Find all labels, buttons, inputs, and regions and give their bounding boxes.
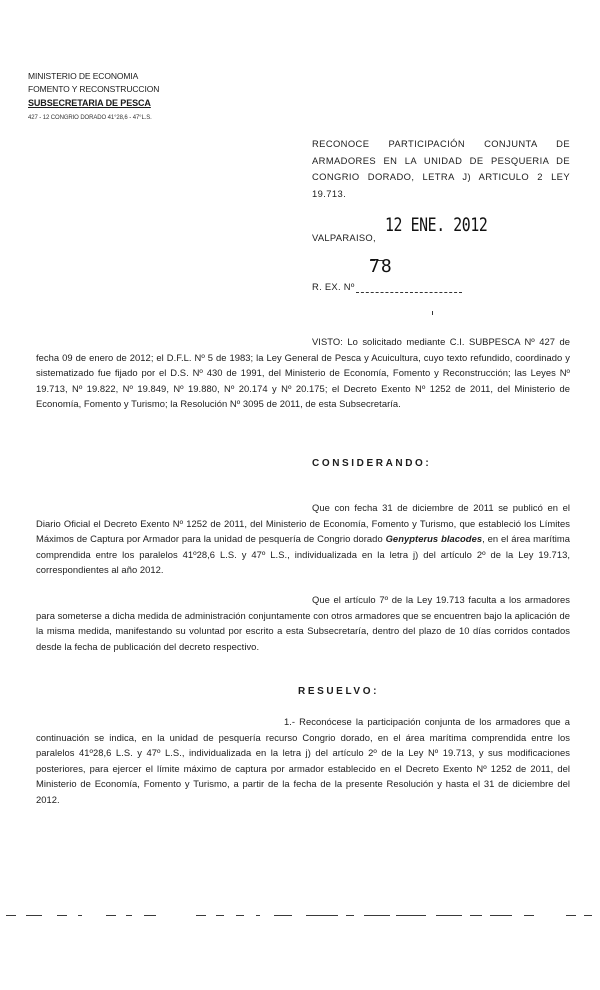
resolution-number-underline	[356, 292, 462, 293]
scan-artifact	[126, 915, 132, 916]
scan-artifact	[306, 915, 338, 916]
visto-text: VISTO: Lo solicitado mediante C.I. SUBPESCA Nº 427 de fecha 09 de enero de 2012; el D.F.L. Nº 5 de 1983; la Ley General de Pesca y Acuicultura, cuyo texto refundido, coordinado y sistematizado fue fijado por el D.S. Nº 430 de 1991, del Ministerio de Economía, Fomento y Reconstrucción; las Leyes Nº 19.713, Nº 19.822, Nº 19.849, Nº 19.880, Nº 20.174 y Nº 20.175; el Decreto Exento Nº 1252 de 2011, del Ministerio de Economía, Fomento y Turismo; la Resolución Nº 3095 de 2011, de esta Subsecretaría.	[36, 336, 570, 410]
scan-artifact	[396, 915, 426, 916]
scan-artifact	[196, 915, 206, 916]
resuelvo-1-text: 1.- Reconócese la participación conjunta de los armadores que a continuación se indica, en la unidad de pesquería recurso Congrio dorado, en el área marítima comprendida entre los paralelos 41º28,6 L.S. y 47º L.S., individualizada en la letra j) del artículo 2º de la Ley Nº 19.713, y sus modificaciones posteriores, para ejercer el límite máximo de captura por armador establecido en el Decreto Exento Nº 1252 de 2011, del Ministerio de Economía, Fomento y Turismo, a partir de la fecha de la presente Resolución y hasta el 31 de diciembre del 2012.	[36, 716, 570, 805]
scan-artifact	[524, 915, 534, 916]
resuelvo-heading: RESUELVO:	[298, 686, 379, 697]
considerando-paragraph-2	[36, 592, 570, 654]
scan-artifact	[57, 915, 67, 916]
place-label: VALPARAISO,	[312, 232, 376, 243]
considerando-1-text-a: Que con fecha 31 de diciembre de 2011 se publicó en el Diario Oficial el Decreto Exento Nº 1252 de 2011, del Ministerio de Economía, Fomento y Turismo, que estableció los Límites Máximos de Captura por Armador para la unidad de pesquería de Congrio dorado	[36, 502, 570, 545]
scan-artifact	[346, 915, 354, 916]
scan-artifact	[256, 915, 260, 916]
scan-artifact	[490, 915, 512, 916]
mark	[432, 311, 433, 315]
resolution-number: 78	[369, 256, 393, 277]
scan-artifact	[26, 915, 42, 916]
scan-artifact	[470, 915, 482, 916]
scan-artifact	[106, 915, 116, 916]
scan-artifact	[236, 915, 244, 916]
resolution-number-label: R. EX. Nº	[312, 281, 355, 292]
considerando-1-text-b: , en el área marítima comprendida entre los paralelos 41º28,6 L.S. y 47º L.S., individualizada en la letra j) del artículo 2º de la Ley 19.713, correspondientes al año 2012.	[36, 533, 570, 576]
resolution-title: RECONOCE PARTICIPACIÓN CONJUNTA DE ARMADORES EN LA UNIDAD DE PESQUERIA DE CONGRIO DORADO, LETRA J) ARTICULO 2 LEY 19.713.	[312, 138, 570, 199]
scan-artifact	[78, 915, 82, 916]
species-name: Genypterus blacodes	[385, 533, 483, 545]
subsecretaria-label: SUBSECRETARIA DE PESCA	[28, 98, 151, 108]
reference-code: 427 - 12 CONGRIO DORADO 41°28,6 - 47°L.S.	[28, 115, 152, 121]
considerando-2-text: Que el artículo 7º de la Ley 19.713 faculta a los armadores para someterse a dicha medida de administración conjuntamente con otros armadores que se encuentren bajo la aplicación de la misma medida, manifestando su voluntad por escrito a esta Subsecretaría, dentro del plazo de 10 días corridos contados desde la fecha de publicación del decreto respectivo.	[36, 594, 570, 652]
considerando-paragraph-1	[36, 500, 570, 578]
scan-artifact	[364, 915, 390, 916]
date-stamp: 12 ENE. 2012	[385, 214, 488, 236]
scan-artifact	[144, 915, 156, 916]
scan-artifact	[436, 915, 462, 916]
scan-artifact	[584, 915, 592, 916]
resuelvo-paragraph-1	[36, 714, 570, 808]
scan-artifact	[274, 915, 292, 916]
visto-paragraph	[36, 334, 570, 412]
scan-artifact	[6, 915, 16, 916]
ministry-line-2: FOMENTO Y RECONSTRUCCION	[28, 84, 160, 94]
considerando-heading: CONSIDERANDO:	[312, 458, 432, 469]
scan-artifact	[216, 915, 224, 916]
scan-artifact	[566, 915, 576, 916]
ministry-line-1: MINISTERIO DE ECONOMIA	[28, 71, 139, 81]
